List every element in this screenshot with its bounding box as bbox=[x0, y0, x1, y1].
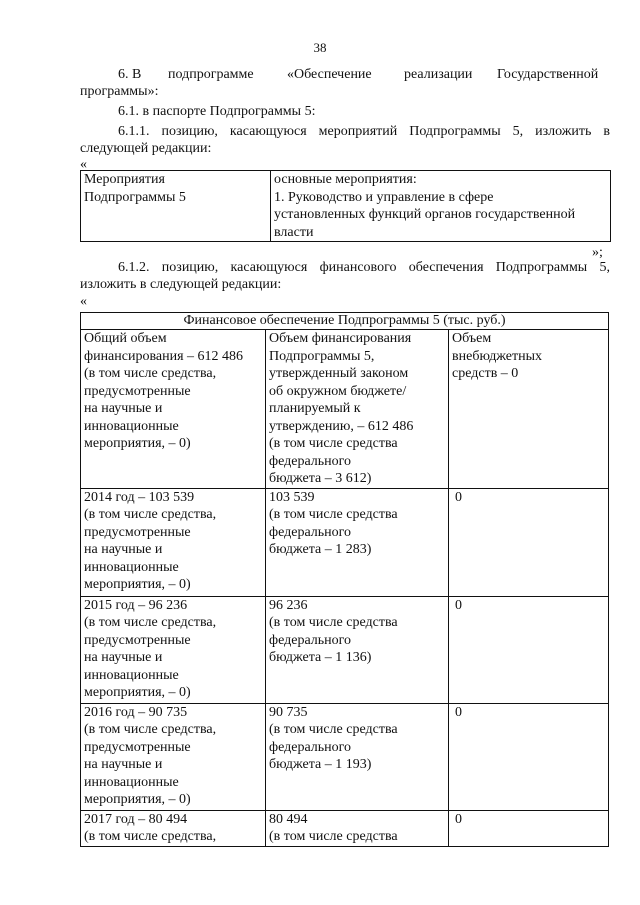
page-number: 38 bbox=[313, 40, 327, 55]
p1-word-a: подпрограмме bbox=[168, 67, 254, 82]
p4-line1: 6.1.2. позицию, касающуюся финансового обеспечения Подпрограммы 5, bbox=[118, 260, 610, 275]
p3-line1: 6.1.1. позицию, касающуюся мероприятий Подпрограммы 5, изложить в bbox=[118, 124, 610, 139]
table-row bbox=[81, 330, 609, 489]
table2-r4-c3: 0 bbox=[449, 810, 609, 846]
table2-r1-c1: 2014 год – 103 539 (в том числе средства, предусмотренные на научные и инновационные мероприятия, – 0) bbox=[81, 488, 266, 596]
table-row bbox=[81, 488, 609, 596]
p1-word-b: «Обеспечение bbox=[287, 67, 372, 82]
table2-r1-c2: 103 539 (в том числе средства федерального бюджета – 1 283) bbox=[266, 488, 449, 596]
p4-line2: изложить в следующей редакции: bbox=[80, 277, 282, 292]
table2-r0-c3: Объем внебюджетных средств – 0 bbox=[449, 330, 609, 489]
table2-r0-c2: Объем финансирования Подпрограммы 5, утвержденный законом об окружном бюджете/ планируемый к утверждению, – 612 486 (в том числе средства федерального бюджета – 3 612) bbox=[266, 330, 449, 489]
table1-right: основные мероприятия: 1. Руководство и управление в сфере установленных функций органов государственной власти bbox=[271, 171, 611, 242]
p1-word-c: реализации bbox=[404, 67, 473, 82]
quote-close-1: »; bbox=[592, 245, 603, 260]
table2-r3-c1: 2016 год – 90 735 (в том числе средства, предусмотренные на научные и инновационные мероприятия, – 0) bbox=[81, 703, 266, 810]
quote-open-2: « bbox=[80, 294, 87, 309]
table2-r3-c2: 90 735 (в том числе средства федерального бюджета – 1 193) bbox=[266, 703, 449, 810]
table2-r2-c2: 96 236 (в том числе средства федерального бюджета – 1 136) bbox=[266, 596, 449, 703]
table2-r2-c1: 2015 год – 96 236 (в том числе средства, предусмотренные на научные и инновационные мероприятия, – 0) bbox=[81, 596, 266, 703]
p3-line2: следующей редакции: bbox=[80, 141, 212, 156]
table-row bbox=[81, 810, 609, 846]
p1-line2: программы»: bbox=[80, 84, 159, 99]
table-financing bbox=[80, 312, 609, 847]
table1-left: Мероприятия Подпрограммы 5 bbox=[81, 171, 271, 242]
table2-r4-c1: 2017 год – 80 494 (в том числе средства, bbox=[81, 810, 266, 846]
table-measures bbox=[80, 170, 611, 242]
table2-r3-c3: 0 bbox=[449, 703, 609, 810]
table2-r4-c2: 80 494 (в том числе средства bbox=[266, 810, 449, 846]
table2-r0-c1: Общий объем финансирования – 612 486 (в том числе средства, предусмотренные на научные и инновационные мероприятия, – 0) bbox=[81, 330, 266, 489]
table2-r2-c3: 0 bbox=[449, 596, 609, 703]
p1-word-d: Государственной bbox=[497, 67, 599, 82]
table2-r1-c3: 0 bbox=[449, 488, 609, 596]
quote-open-1: « bbox=[80, 157, 87, 172]
table2-header: Финансовое обеспечение Подпрограммы 5 (тыс. руб.) bbox=[81, 313, 609, 330]
table-row bbox=[81, 703, 609, 810]
table-row bbox=[81, 596, 609, 703]
p2-text: 6.1. в паспорте Подпрограммы 5: bbox=[118, 104, 316, 119]
p1-num: 6. В bbox=[118, 67, 142, 82]
